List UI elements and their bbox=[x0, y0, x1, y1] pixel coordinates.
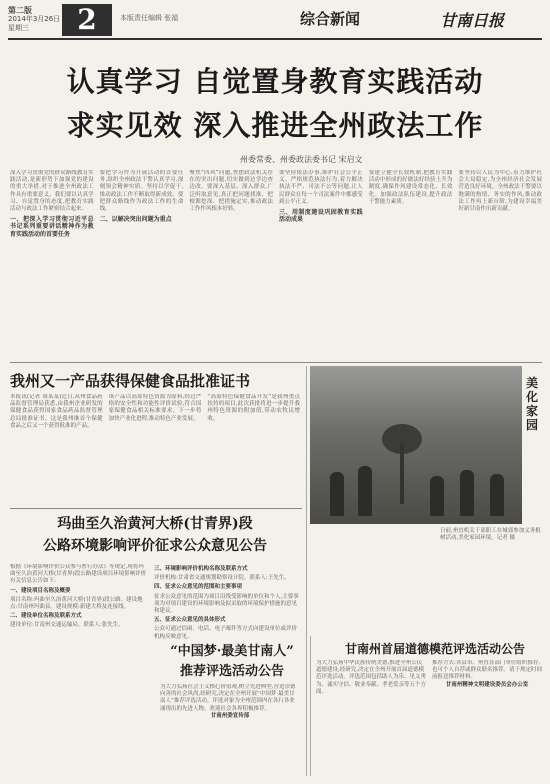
article-column bbox=[279, 170, 363, 360]
person-figure bbox=[460, 470, 474, 516]
paragraph: 要建立健全长效机制,把教育实践活动中形成的好做法好经验上升为制度,确保作风建设常态化、长效化。加强政法队伍建设,提升政法干警能力素质。 bbox=[368, 170, 453, 205]
section-title: 综合新闻 bbox=[300, 10, 361, 28]
promo-right-title: 甘南州首届道德模范评选活动公告 bbox=[344, 642, 525, 656]
person-figure bbox=[358, 466, 372, 516]
page-header bbox=[0, 0, 550, 40]
subheading: 三、环境影响评价机构名称及联系方式 bbox=[154, 566, 248, 572]
person-figure bbox=[490, 474, 504, 516]
person-figure bbox=[330, 472, 344, 516]
main-headline-line1: 认真学习 自觉置身教育实践活动 bbox=[66, 65, 484, 98]
subheading: 二、建设单位名称及联系方式 bbox=[10, 613, 82, 620]
photo-caption: 日前,州直机关干部职工在城郊参加义务植树活动,美化家园环境。记者 摄 bbox=[440, 528, 541, 541]
promo-center-signature: 甘南州委宣传部 bbox=[210, 712, 250, 719]
paragraph: 评价机构:甘肃省交通规划勘察设计院。联系人:王先生。 bbox=[154, 575, 290, 582]
subheading: 一、建设项目名称及概要 bbox=[10, 587, 71, 594]
photo-tag: 美化家园 bbox=[526, 376, 539, 432]
paragraph: 推荐方式:各县市、州直各部门单位组织推荐,也可个人自荐或群众联名推荐。请于规定时间前报送推荐材料。 bbox=[432, 660, 542, 681]
editor-credit: 本版责任编辑 张福 bbox=[120, 14, 179, 22]
paragraph: “高原特色保健食品开发”是我州重点扶持的项目,此次获批将进一步提升我州特色资源的附加值,带动农牧民增收。 bbox=[207, 394, 301, 422]
article-column bbox=[10, 394, 103, 504]
paragraph: 项目名称:玛曲至久治黄河大桥(甘青界)段公路。建设地点:甘南州玛曲县。建设规模:新建大桥及连接线。 bbox=[10, 596, 143, 611]
main-article-body bbox=[10, 170, 542, 360]
subheading: 一、把深入学习贯彻习近平总书记系列重要讲话精神作为教育实践活动的首要任务 bbox=[10, 216, 94, 238]
section-divider bbox=[10, 362, 542, 363]
article-column bbox=[189, 170, 273, 360]
subheading: 四、征求公众意见的范围和主要事项 bbox=[154, 584, 243, 591]
subheading: 二、以解决突出问题为重点 bbox=[99, 216, 172, 224]
promo-right-signature: 甘南州精神文明建设委员会办公室 bbox=[445, 681, 529, 688]
paragraph: 深入学习贯彻党的群众路线教育实践活动,是新形势下加强党的建设的重大举措,对于推进全州政法工作具有重要意义。我们要以认真学习、自觉置身的态度,把教育实践活动与政法工作紧密结合起来。 bbox=[10, 170, 94, 213]
article-column bbox=[109, 394, 202, 504]
page-number: 2 bbox=[62, 4, 112, 36]
paragraph: 聚焦“四风”问题,查摆政法机关存在的突出问题,切实做到边学边查边改。要深入基层、深入群众,广泛听取意见,真正把问题找准、把根源挖深、把措施定实,推动政法工作作风根本好转。 bbox=[189, 170, 274, 213]
subheading: 三、用制度建设巩固教育实践活动成果 bbox=[279, 209, 363, 224]
mid-article-title: 我州又一产品获得保健食品批准证书 bbox=[10, 372, 251, 390]
notice-body-left bbox=[10, 564, 148, 774]
column-divider bbox=[306, 366, 307, 776]
page-label: 第二版 bbox=[8, 6, 32, 15]
person-figure bbox=[430, 476, 444, 516]
news-photo bbox=[310, 366, 522, 524]
paragraph: 要坚持依法办事,维护社会公平正义。严格规范执法行为,着力解决执法不严、司法不公等问题,让人民群众在每一个司法案件中都感受到公平正义。 bbox=[279, 170, 363, 205]
newspaper-logo: 甘南日报 bbox=[440, 11, 505, 30]
paragraph: 本报讯(记者 周某某)近日,从州食品药品监督管理局获悉,由我州企业研发的保健食品获得国家食品药品监督管理总局批准证书。这是我州继首个保健食品之后又一个获得批准的产品。 bbox=[10, 394, 103, 429]
paragraph: 建设单位:甘南州交通运输局。联系人:张先生。 bbox=[10, 622, 124, 629]
paragraph: 该产品以高原特色资源为原料,经过严格的安全性和功能性评价试验,符合国家保健食品相关标准要求。下一步将加快产业化进程,推动特色产业发展。 bbox=[108, 394, 202, 422]
issue-date bbox=[8, 6, 62, 33]
paragraph: 为大力弘扬社会主义核心价值观,树立先进典型,营造崇德向善的社会风尚,经研究,决定在全州开展“中国梦·最美甘南人”推荐评选活动。评选对象为全州范围内在各行各业涌现出的先进人物。欢迎社会各界积极推荐。 bbox=[160, 684, 296, 712]
article-column bbox=[369, 170, 453, 360]
promo-center-title-line2: 推荐评选活动公告 bbox=[179, 664, 284, 679]
paragraph: 根据《环境影响评价公众参与暂行办法》等规定,现将玛曲至久治黄河大桥(甘青界)段公路建设项目环境影响评价有关信息公告如下: bbox=[10, 564, 147, 585]
main-headline-line2: 求实见效 深入推进全州政法工作 bbox=[66, 109, 484, 142]
mid-article-body bbox=[10, 394, 300, 504]
paragraph: 要坚持以人民为中心,着力维护社会大局稳定,为全州经济社会发展营造良好环境。全州政法干警要以饱满的热情、务实的作风,推动政法工作再上新台阶,为建设幸福美好新甘南作出新贡献。 bbox=[458, 170, 543, 213]
article-column bbox=[10, 170, 94, 360]
notice-title-line1: 玛曲至久治黄河大桥(甘青界)段 bbox=[57, 516, 253, 532]
weekday-text: 星期三 bbox=[8, 24, 29, 32]
promo-right-body bbox=[316, 660, 542, 780]
tree-trunk bbox=[400, 444, 404, 504]
article-column bbox=[100, 170, 184, 360]
section-divider bbox=[10, 508, 302, 509]
subheading: 五、征求公众意见的具体形式 bbox=[154, 617, 226, 624]
date-text: 2014年3月26日 bbox=[8, 15, 61, 23]
article-column bbox=[207, 394, 300, 504]
article-column bbox=[432, 660, 542, 780]
column-divider bbox=[310, 636, 311, 776]
promo-center-title-line1: “中国梦·最美甘南人” bbox=[170, 644, 294, 659]
article-column bbox=[458, 170, 542, 360]
notice-title-line2: 公路环境影响评价征求公众意见公告 bbox=[43, 538, 267, 554]
main-byline: 州委常委、州委政法委书记 宋启文 bbox=[240, 155, 363, 164]
promo-center-body bbox=[160, 684, 300, 780]
article-column bbox=[316, 660, 426, 780]
notice-title bbox=[10, 513, 300, 557]
header-divider bbox=[8, 38, 542, 40]
paragraph: 要把学习作为开展活动的首要任务,组织全州政法干警认真学习,深刻领会精神实质。坚持以学促干,推动政法工作不断取得新成效。要把群众路线作为政法工作的生命线。 bbox=[99, 170, 184, 213]
paragraph: 公众可通过信函、电话、电子邮件等方式向建设单位或评价机构反映意见。 bbox=[154, 626, 298, 640]
paragraph: 为大力弘扬中华民族传统美德,推进全州公民道德建设,经研究,决定在全州开展首届道德模范评选活动。评选范围包括助人为乐、见义勇为、诚实守信、敬业奉献、孝老爱亲等五个方面。 bbox=[316, 660, 427, 695]
paragraph: 征求公众意见的范围为项目沿线受影响的单位和个人,主要事项为对项目建设的环境影响及拟采取的环境保护措施的意见和建议。 bbox=[154, 593, 299, 615]
